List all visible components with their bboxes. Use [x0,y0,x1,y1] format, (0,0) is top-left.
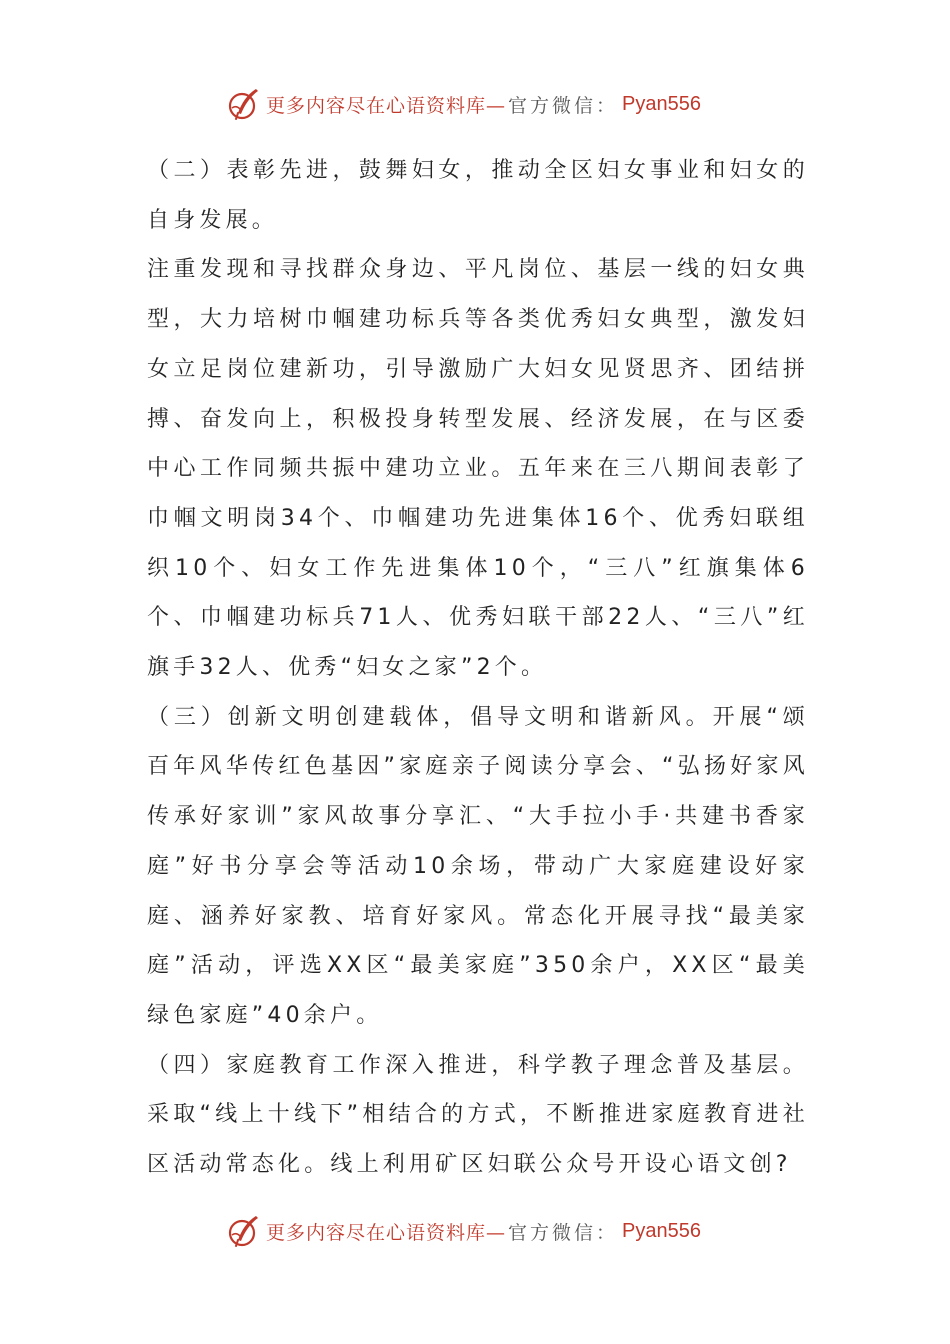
watermark-label-text: 官方微信： [508,1221,619,1244]
quill-pen-logo-icon [226,1213,262,1249]
watermark-footer [226,1211,701,1251]
paragraph-section-2-heading: （二）表彰先进，鼓舞妇女，推动全区妇女事业和妇女的自身发展。 [147,158,809,233]
watermark-main-text: 更多内容尽在心语资料库— [266,94,507,117]
paragraph-section-4: （四）家庭教育工作深入推进，科学教子理念普及基层。采取“线上十线下”相结合的方式，不断推进家庭教育进社区活动常态化。线上利用矿区妇联公众号开设心语文创? [147,1052,809,1178]
quill-pen-logo-icon [226,86,262,122]
watermark-wechat-id: Pyan556 [622,1219,701,1242]
watermark-main-text: 更多内容尽在心语资料库— [266,1221,507,1244]
watermark-wechat-id: Pyan556 [622,92,701,115]
document-body [147,146,809,1190]
watermark-header [226,84,701,124]
paragraph-section-3: （三）创新文明创建载体，倡导文明和谐新风。开展“颂百年风华传红色基因”家庭亲子阅读分享会、“弘扬好家风传承好家训”家风故事分享汇、“大手拉小手·共建书香家庭”好书分享会等活动10余场，带动广大家庭建设好家庭、涵养好家教、培育好家风。常态化开展寻找“最美家庭”活动，评选XX区“最美家庭”350余户，XX区“最美绿色家庭”40余户。 [147,704,809,1028]
watermark-label-text: 官方微信： [508,94,619,117]
paragraph-section-2-body: 注重发现和寻找群众身边、平凡岗位、基层一线的妇女典型，大力培树巾帼建功标兵等各类优秀妇女典型，激发妇女立足岗位建新功，引导激励广大妇女见贤思齐、团结拼搏、奋发向上，积极投身转型发展、经济发展，在与区委中心工作同频共振中建功立业。五年来在三八期间表彰了巾帼文明岗34个、巾帼建功先进集体16个、优秀妇联组织10个、妇女工作先进集体10个，“三八”红旗集体6个、巾帼建功标兵71人、优秀妇联干部22人、“三八”红旗手32人、优秀“妇女之家”2个。 [147,257,809,681]
